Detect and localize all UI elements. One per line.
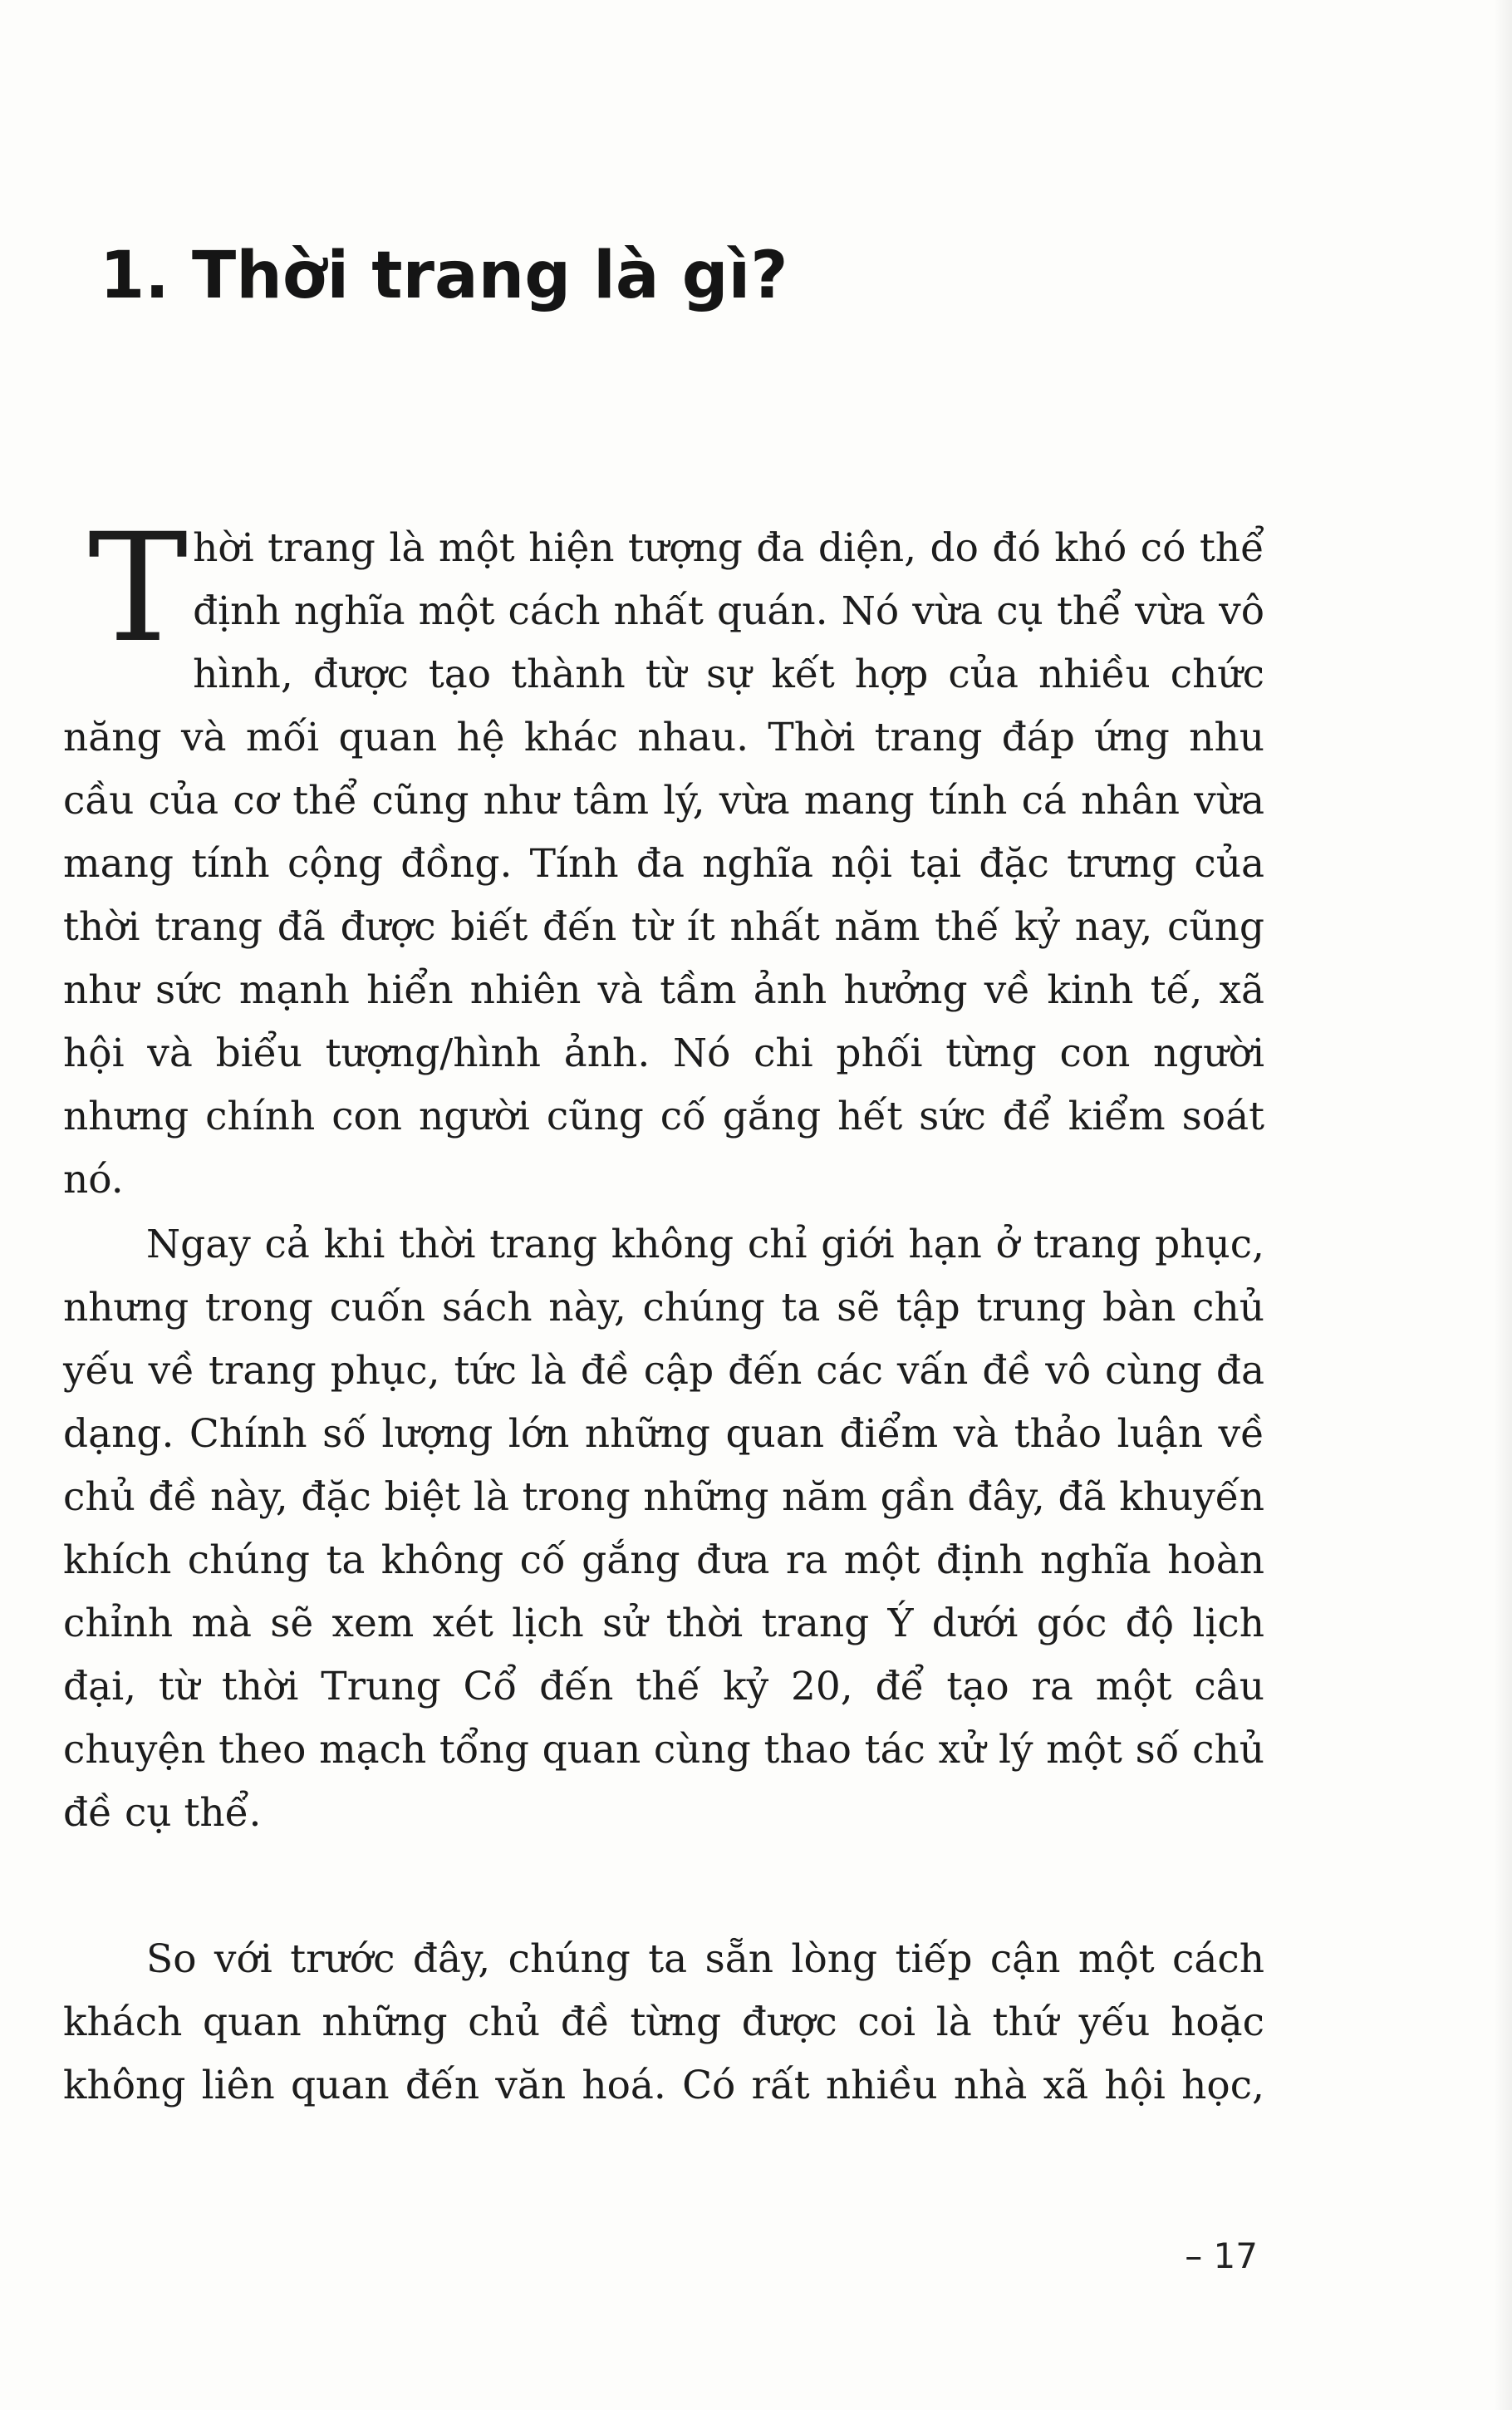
paragraph-2-text: [63, 1213, 1264, 1845]
paragraph-2: [63, 1213, 1264, 1845]
paragraph-3: [63, 1928, 1264, 2117]
paragraph-1-text: [63, 502, 1264, 1212]
paragraph-3-text: [63, 1928, 1264, 2117]
paragraph-1-body: hời trang là một hiện tượng đa diện, do đó khó có thể định nghĩa một cách nhất quán. Nó vừa cụ thể vừa vô hình, được tạo thành từ sự kết hợp của nhiều chức năng và mối quan hệ khác nhau. Thời trang đáp ứng nhu cầu của cơ thể cũng như tâm lý, vừa mang tính cá nhân vừa mang tính cộng đồng. Tính đa nghĩa nội tại đặc trưng của thời trang đã được biết đến từ ít nhất năm thế kỷ nay, cũng như sức mạnh hiển nhiên và tầm ảnh hưởng về kinh tế, xã hội và biểu tượng/hình ảnh. Nó chi phối từng con người nhưng chính con người cũng cố gắng hết sức để kiểm soát nó.: [63, 525, 1264, 1203]
paragraph-2-body: Ngay cả khi thời trang không chỉ giới hạn ở trang phục, nhưng trong cuốn sách này, chúng ta sẽ tập trung bàn chủ yếu về trang phục, tức là đề cập đến các vấn đề vô cùng đa dạng. Chính số lượng lớn những quan điểm và thảo luận về chủ đề này, đặc biệt là trong những năm gần đây, đã khuyến khích chúng ta không cố gắng đưa ra một định nghĩa hoàn chỉnh mà sẽ xem xét lịch sử thời trang Ý dưới góc độ lịch đại, từ thời Trung Cổ đến thế kỷ 20, để tạo ra một câu chuyện theo mạch tổng quan cùng thao tác xử lý một số chủ đề cụ thể.: [63, 1222, 1264, 1836]
paragraph-1: [63, 502, 1264, 1212]
chapter-title: 1. Thời trang là gì?: [100, 239, 788, 313]
page-edge-shadow: [1494, 0, 1512, 2410]
paragraph-3-body: So với trước đây, chúng ta sẵn lòng tiếp cận một cách khách quan những chủ đề từng được coi là thứ yếu hoặc không liên quan đến văn hoá. Có rất nhiều nhà xã hội học,: [63, 1936, 1264, 2108]
drop-cap: T: [88, 502, 189, 676]
page-number: – 17: [1185, 2235, 1258, 2276]
